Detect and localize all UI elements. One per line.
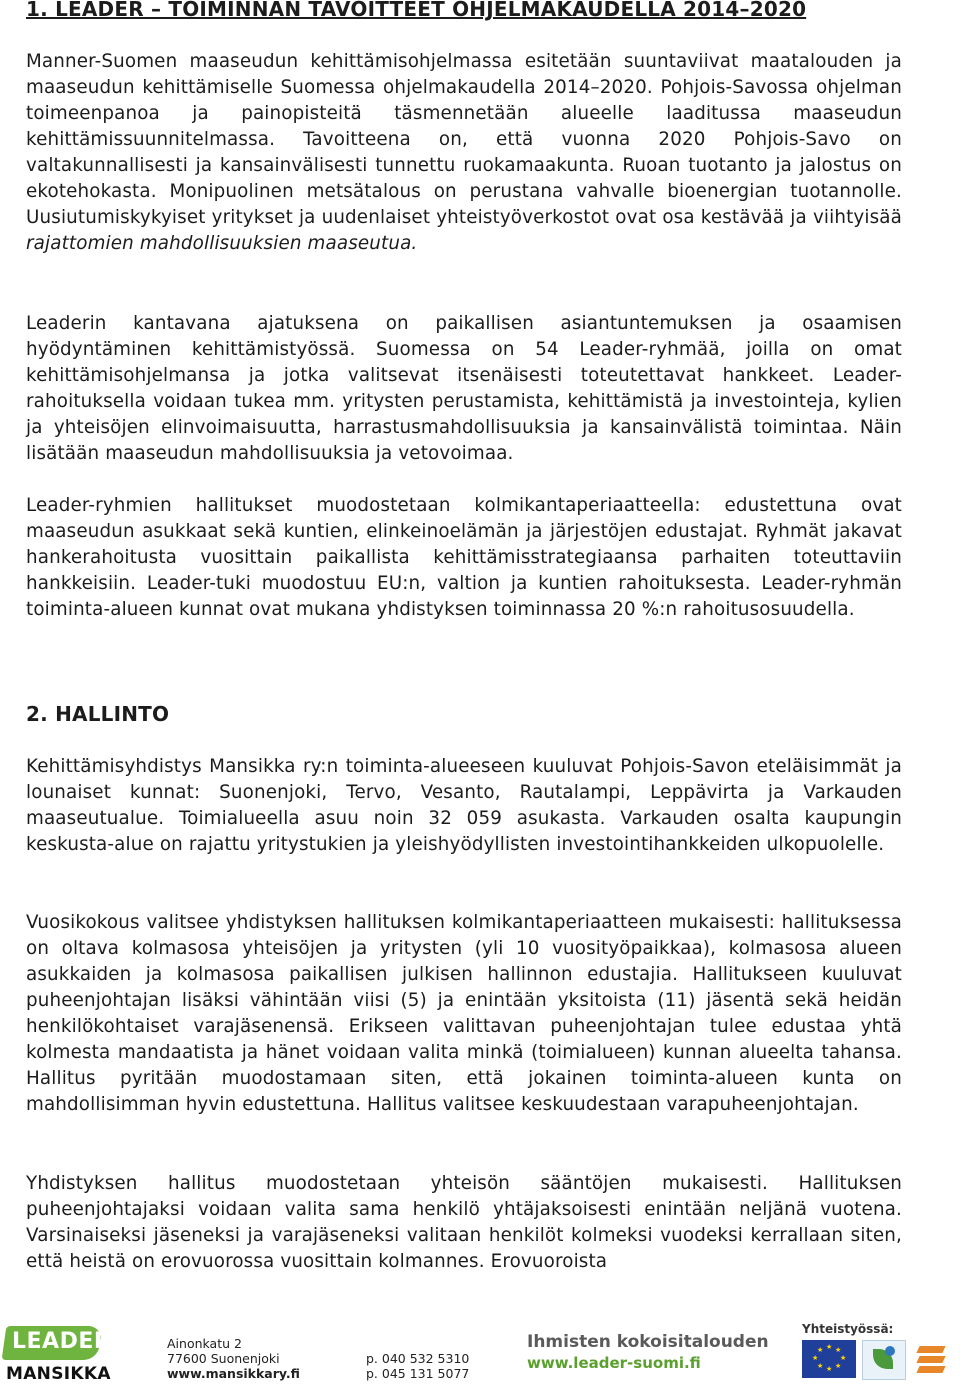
leader-logo-word: LEADER xyxy=(12,1329,112,1354)
page-footer xyxy=(0,1320,960,1384)
phone-2: p. 045 131 5077 xyxy=(366,1366,470,1381)
slogan-text: Ihmisten kokoisitalouden xyxy=(527,1332,769,1352)
section1-paragraph-1-italic: rajattomien mahdollisuuksien maaseutua. xyxy=(26,233,418,254)
drop-shape xyxy=(885,1346,895,1356)
leader-mansikka-logo xyxy=(4,1326,112,1384)
footer-phones xyxy=(366,1351,469,1381)
partners-label: Yhteistyössä: xyxy=(802,1322,894,1336)
section1-paragraph-3: Leader-ryhmien hallitukset muodostetaan kolmikantaperiaatteella: edustettuna ovat maaseudun asukkaat sekä kuntien, elinkeinoelämän ja järjestöjen edustajat. Ryhmät jakavat hankerahoitusta vuosittain paikallista kehittämisstrategiaansa parhaiten toteuttaviin hankkeisiin. Leader-tuki muodostuu EU:n, valtion ja kuntien rahoituksesta. Leader-ryhmän toiminta-alueen kunnat ovat mukana yhdistyksen toiminnassa 20 %:n rahoitusosuudella. xyxy=(26,495,902,620)
ministry-logo-icon xyxy=(910,1340,956,1378)
footer-address xyxy=(167,1336,300,1381)
leader-eu-icon xyxy=(862,1340,906,1380)
section2-paragraph-2: Vuosikokous valitsee yhdistyksen hallituksen kolmikantaperiaatteen mukaisesti: hallituksessa on oltava kolmasosa yhteisöjen ja yritysten (yli 10 vuosityöpaikkaa), kolmasosa alueen asukkaiden ja kolmasosa paikallisen julkisen hallinnon edustajia. Hallitukseen kuuluvat puheenjohtajan lisäksi vähintään viisi (5) ja enintään yksitoista (11) jäsentä sekä heidän henkilökohtaiset varajäsenensä. Erikseen valittavan puheenjohtajan tulee edustaa yhtä kolmesta mandaatista ja hänet voidaan valita minkä (toimialueen) kunnan alueelta tahansa. Hallitus pyritään muodostamaan siten, että jokainen toiminta-alueen kunta on mahdollisimman hyvin edustettuna. Hallitus valitsee keskuudestaan varapuheenjohtajan. xyxy=(26,912,902,1115)
section2-heading: 2. HALLINTO xyxy=(26,702,170,726)
eu-flag-icon: ★ ★ ★ ★ ★ ★ ★ ★ xyxy=(802,1340,856,1378)
section1-heading: 1. LEADER – TOIMINNAN TAVOITTEET OHJELMAKAUDELLA 2014–2020 xyxy=(26,0,807,21)
section2-paragraph-3: Yhdistyksen hallitus muodostetaan yhteisön sääntöjen mukaisesti. Hallituksen puheenjohtajaksi voidaan valita sama henkilö yhtäjaksoisesti enintään neljänä vuotena. Varsinaiseksi jäseneksi ja varajäseneksi valitaan henkilöt kolmeksi vuodeksi kerrallaan siten, että heistä on erovuorossa vuosittain kolmannes. Erovuoroista xyxy=(26,1173,902,1272)
section2-paragraph-1: Kehittämisyhdistys Mansikka ry:n toiminta-alueeseen kuuluvat Pohjois-Savon eteläisimmät ja lounaiset kunnat: Suonenjoki, Tervo, Vesanto, Rautalampi, Leppävirta ja Varkauden maaseutualue. Toimialueella asuu noin 32 059 asukasta. Varkauden osalta kaupungin keskusta-alue on rajattu yritystukien ja yleishyödyllisten investointihankkeiden ulkopuolelle. xyxy=(26,756,902,855)
leader-suomi-link[interactable]: www.leader-suomi.fi xyxy=(527,1354,701,1372)
stripe-shape xyxy=(916,1346,945,1353)
address-postal: 77600 Suonenjoki xyxy=(167,1351,280,1366)
phone-1: p. 040 532 5310 xyxy=(366,1351,470,1366)
footer-website-link[interactable]: www.mansikkary.fi xyxy=(167,1366,300,1381)
stripe-shape xyxy=(916,1366,945,1373)
address-street: Ainonkatu 2 xyxy=(167,1336,242,1351)
stripe-shape xyxy=(916,1356,945,1363)
leader-suomi-slogan xyxy=(527,1332,783,1372)
section1-paragraph-2: Leaderin kantavana ajatuksena on paikallisen asiantuntemuksen ja osaamisen hyödyntäminen kehittämistyössä. Suomessa on 54 Leader-ryhmää, joilla on omat kehittämisohjelmansa ja jotka valitsevat itsenäisesti toteutettavat hankkeet. Leader-rahoituksella voidaan tukea mm. yritysten perustamista, kehittämistä ja investointeja, kylien ja yhteisöjen elinvoimaisuutta, harrastusmahdollisuuksia ja kansainvälistä toimintaa. Näin lisätään maaseudun mahdollisuuksia ja vetovoimaa. xyxy=(26,313,902,464)
section1-paragraph-1-text: Manner-Suomen maaseudun kehittämisohjelmassa esitetään suuntaviivat maatalouden ja maaseudun kehittämiselle Suomessa ohjelmakaudella 2014–2020. Pohjois-Savossa ohjelman toimeenpanoa ja painopisteitä täsmennetään alueelle laaditussa maaseudun kehittämissuunnitelmassa. Tavoitteena on, että vuonna 2020 Pohjois-Savo on valtakunnallisesti ja kansainvälisesti tunnettu ruokamaakunta. Ruoan tuotanto ja jalostus on ekotehokasta. Monipuolinen metsätalous on perustana vahvalle bioenergian tuotannolle. Uusiutumiskykyiset yritykset ja uudenlaiset yhteistyöverkostot ovat osa kestävää ja viihtyisää xyxy=(26,51,902,228)
section1-paragraph-1 xyxy=(26,49,902,257)
brand-name: MANSIKKA xyxy=(6,1364,111,1384)
partner-logos xyxy=(800,1320,958,1384)
